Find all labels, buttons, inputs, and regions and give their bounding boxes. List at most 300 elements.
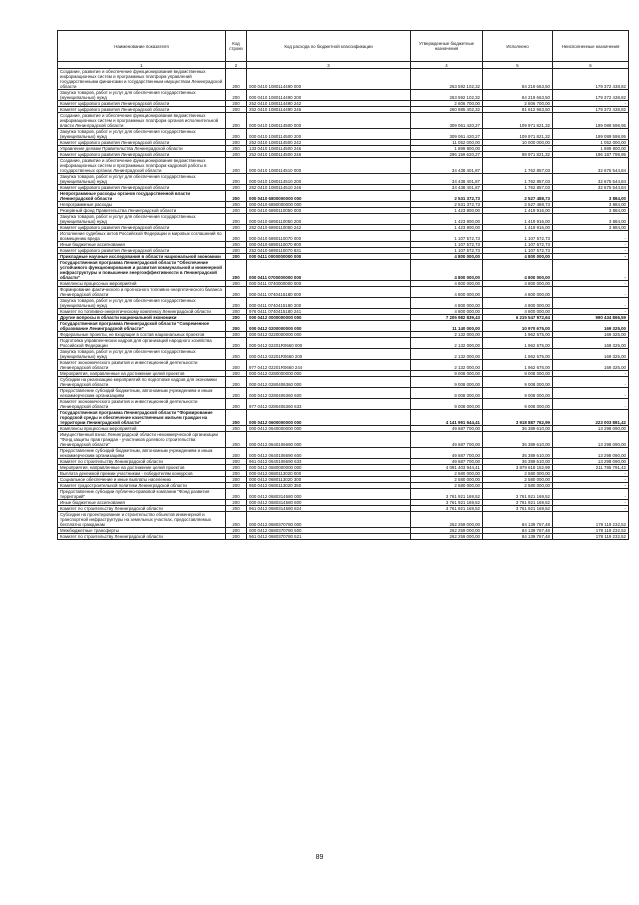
row-name: Имущественный взнос Ленинградской области некоммерческой организации "Фонд защиты прав граждан - участников долевого строительства Ленинградской области" (58, 432, 226, 448)
row-name: Подготовка управленческих кадров для организаций народного хозяйства Российской Федерации (58, 338, 226, 349)
row-unexecuted: - (553, 471, 629, 477)
row-unexecuted: 179 372 438,82 (553, 90, 629, 101)
row-budget-code: 950 0412 0680113020 350 (247, 483, 411, 489)
row-executed: 3 879 618 152,99 (483, 465, 553, 471)
row-executed: 2 580 000,00 (483, 483, 553, 489)
row-executed: 9 008 000,00 (483, 399, 553, 410)
row-budget-code: 000 0410 6890110050 000 (247, 208, 411, 214)
row-budget-code: 000 0412 0280000000 000 (247, 371, 411, 377)
row-line-code: 200 (226, 388, 247, 399)
row-executed: 1 419 916,00 (483, 214, 553, 225)
row-approved: 3 761 921 169,52 (411, 489, 483, 500)
row-approved: 1 423 800,00 (411, 214, 483, 225)
row-executed: 3 761 921 169,52 (483, 489, 553, 500)
row-name: Комитет экономического развития и инвестиционной деятельности Ленинградской области (58, 399, 226, 410)
row-budget-code: 000 0411 0740415180 200 (247, 298, 411, 309)
row-approved: 9 008 000,00 (411, 371, 483, 377)
row-approved: 9 008 000,00 (411, 377, 483, 388)
row-line-code: 200 (226, 254, 247, 260)
row-budget-code: 000 0410 1080114510 200 (247, 174, 411, 185)
row-unexecuted: 211 785 791,42 (553, 465, 629, 471)
row-name: Комитет цифрового развития Ленинградской области (58, 140, 226, 146)
row-approved: 262 259 000,00 (411, 534, 483, 540)
row-budget-code: 000 0412 0000000000 000 (247, 315, 411, 321)
row-line-code: 200 (226, 332, 247, 338)
row-name: Комплексы процессных мероприятий (58, 426, 226, 432)
row-budget-code: 000 0410 1080114490 200 (247, 90, 411, 101)
row-budget-code: 252 0410 1080114510 246 (247, 185, 411, 191)
row-approved: 2 606 700,00 (411, 101, 483, 107)
row-executed: 81 612 963,50 (483, 107, 553, 113)
row-name: Государственная программа Ленинградской области "Обеспечение устойчивого функционирования и развития коммунальной и инженерной инфраструктуры и повышение энергоэффективности в Ленинградской области" (58, 260, 226, 281)
row-approved: 2 580 000,00 (411, 477, 483, 483)
row-name: Непрограммные расходы (58, 202, 226, 208)
header-budget-classification-code: Код расхода по бюджетной классификации (247, 31, 411, 62)
row-executed: 84 139 767,48 (483, 534, 553, 540)
row-name: Комитет градостроительной политики Ленинградской области (58, 483, 226, 489)
row-name: Комитет цифрового развития Ленинградской области (58, 101, 226, 107)
row-budget-code: 000 0412 02201R0660 000 (247, 338, 411, 349)
table-row (58, 512, 629, 528)
row-budget-code: 000 0412 0680314580 000 (247, 489, 411, 500)
row-name: Закупка товаров, работ и услуг для обеспечения государственных (муниципальных) нужд (58, 214, 226, 225)
row-unexecuted: - (553, 101, 629, 107)
row-line-code: 200 (226, 140, 247, 146)
row-budget-code: 252 0410 1080114500 242 (247, 140, 411, 146)
page-number: 89 (315, 854, 324, 861)
row-approved: 262 259 000,00 (411, 512, 483, 528)
row-approved: 309 061 420,27 (411, 113, 483, 129)
row-name: Управление делами Правительства Ленинградской области (58, 146, 226, 152)
row-unexecuted: 32 675 544,84 (553, 158, 629, 174)
row-unexecuted: - (553, 377, 629, 388)
row-name: Резервный фонд Правительства Ленинградской области (58, 208, 226, 214)
row-line-code: 200 (226, 174, 247, 185)
row-name: Комплексы процессных мероприятий (58, 281, 226, 287)
row-unexecuted: 223 003 881,42 (553, 410, 629, 426)
row-line-code: 200 (226, 399, 247, 410)
row-line-code: 200 (226, 477, 247, 483)
row-budget-code: 000 0411 0700000000 000 (247, 260, 411, 281)
table-row (58, 349, 629, 360)
row-line-code: 200 (226, 231, 247, 242)
row-executed: 4 800 000,00 (483, 287, 553, 298)
row-budget-code: 000 0410 6890000000 000 (247, 202, 411, 208)
row-executed: 4 800 000,00 (483, 309, 553, 315)
row-executed: 9 008 000,00 (483, 377, 553, 388)
row-executed: 84 219 663,50 (483, 69, 553, 90)
row-name: Прикладные научные исследования в области национальной экономики (58, 254, 226, 260)
row-line-code: 200 (226, 465, 247, 471)
row-line-code: 200 (226, 360, 247, 371)
table-row (58, 260, 629, 281)
row-line-code: 200 (226, 69, 247, 90)
table-row (58, 360, 629, 371)
row-budget-code: 000 0412 0640106690 600 (247, 448, 411, 459)
row-approved: 1 107 572,73 (411, 248, 483, 254)
row-unexecuted: 196 187 798,95 (553, 152, 629, 158)
row-name: Комитет по топливно-энергетическому комплексу Ленинградской области (58, 309, 226, 315)
header-indicator-name: Наименование показателя (58, 31, 226, 62)
row-unexecuted: - (553, 248, 629, 254)
row-budget-code: 133 0410 1080114500 246 (247, 146, 411, 152)
column-number: 3 (247, 62, 411, 69)
row-budget-code: 000 0412 0680000000 000 (247, 465, 411, 471)
row-executed: 109 971 821,32 (483, 129, 553, 140)
row-line-code: 200 (226, 287, 247, 298)
row-executed: 4 800 000,00 (483, 298, 553, 309)
row-budget-code: 000 0411 0000000000 000 (247, 254, 411, 260)
row-line-code: 200 (226, 534, 247, 540)
row-unexecuted: 990 434 866,59 (553, 315, 629, 321)
row-approved: 4 800 000,00 (411, 298, 483, 309)
row-budget-code: 000 0412 0280406360 000 (247, 377, 411, 388)
table-header-row (58, 31, 629, 62)
table-row (58, 388, 629, 399)
row-approved: 263 592 102,32 (411, 90, 483, 101)
header-approved-budget: Утвержденные бюджетные назначения (411, 31, 483, 62)
row-unexecuted: - (553, 242, 629, 248)
header-line-code: Код строки (226, 31, 247, 62)
row-approved: 34 438 401,87 (411, 158, 483, 174)
row-line-code: 200 (226, 459, 247, 465)
row-unexecuted: 178 119 232,52 (553, 534, 629, 540)
row-approved: 4 800 000,00 (411, 309, 483, 315)
row-budget-code: 252 0410 6890110050 242 (247, 225, 411, 231)
row-executed: 84 139 767,48 (483, 512, 553, 528)
row-unexecuted: 3 884,00 (553, 225, 629, 231)
row-unexecuted: 32 675 544,84 (553, 185, 629, 191)
row-line-code: 200 (226, 315, 247, 321)
row-line-code: 200 (226, 191, 247, 202)
row-executed: 84 219 663,50 (483, 90, 553, 101)
row-line-code: 200 (226, 129, 247, 140)
row-name: Иные бюджетные ассигнования (58, 500, 226, 506)
row-line-code: 200 (226, 152, 247, 158)
row-budget-code: 000 0410 1080114500 200 (247, 129, 411, 140)
row-name: Исполнение судебных актов Российской Федерации и мировых соглашений по возмещению вреда (58, 231, 226, 242)
row-name: Выплата денежной премии участникам - победителям конкурсов (58, 471, 226, 477)
row-line-code: 200 (226, 338, 247, 349)
budget-execution-table (57, 30, 629, 540)
row-unexecuted: - (553, 388, 629, 399)
row-executed: 84 139 767,48 (483, 528, 553, 534)
row-line-code: 200 (226, 410, 247, 426)
row-executed: 3 918 887 762,99 (483, 410, 553, 426)
row-unexecuted: 13 298 090,00 (553, 459, 629, 465)
header-unexecuted: Неисполненные назначения (553, 31, 629, 62)
table-row (58, 377, 629, 388)
row-approved: 4 091 403 944,41 (411, 465, 483, 471)
row-approved: 49 687 700,00 (411, 459, 483, 465)
row-line-code: 200 (226, 377, 247, 388)
row-name: Комитет цифрового развития Ленинградской области (58, 107, 226, 113)
table-row (58, 432, 629, 448)
row-approved: 2 531 372,73 (411, 202, 483, 208)
row-name: Комитет по строительству Ленинградской области (58, 459, 226, 465)
row-approved: 7 205 982 839,43 (411, 315, 483, 321)
row-unexecuted: 13 298 090,00 (553, 426, 629, 432)
row-executed: 9 008 000,00 (483, 388, 553, 399)
row-approved: 2 132 000,00 (411, 338, 483, 349)
row-line-code: 200 (226, 489, 247, 500)
table-row (58, 448, 629, 459)
row-executed: 109 971 821,32 (483, 113, 553, 129)
column-number: 4 (411, 62, 483, 69)
row-unexecuted: 199 089 598,95 (553, 113, 629, 129)
row-name: Межбюджетные трансферты (58, 528, 226, 534)
row-approved: 4 800 000,00 (411, 281, 483, 287)
table-row (58, 298, 629, 309)
row-approved: 2 132 000,00 (411, 360, 483, 371)
row-name: Субсидии на проектирование и строительство объектов инженерной и транспортной инфраструктуры на земельных участках, предоставляемых бесплатно гражданам (58, 512, 226, 528)
row-budget-code: 000 0412 0220000000 000 (247, 332, 411, 338)
row-budget-code: 000 0410 1080114510 000 (247, 158, 411, 174)
row-executed: 2 606 700,00 (483, 101, 553, 107)
table-row (58, 410, 629, 426)
row-budget-code: 252 0410 1080114490 246 (247, 107, 411, 113)
row-unexecuted: - (553, 309, 629, 315)
row-name: Предоставление субсидии публично-правовой компании "Фонд развития территорий" (58, 489, 226, 500)
row-name: Субсидии на реализацию мероприятий по подготовке кадров для экономики Ленинградской области (58, 377, 226, 388)
row-executed: 10 970 675,00 (483, 321, 553, 332)
row-budget-code: 252 0410 1080114500 246 (247, 152, 411, 158)
row-name: Создание, развитие и обеспечение функционирования ведомственных информационных систем и программных платформ органов исполнительной власти Ленинградской области (58, 113, 226, 129)
row-executed: 1 762 857,03 (483, 158, 553, 174)
row-executed: 1 107 572,73 (483, 248, 553, 254)
row-executed: 1 962 675,00 (483, 360, 553, 371)
row-executed: 1 107 572,73 (483, 242, 553, 248)
row-budget-code: 000 0411 0740415180 000 (247, 287, 411, 298)
row-unexecuted: 199 089 598,95 (553, 129, 629, 140)
row-executed: 2 580 000,00 (483, 471, 553, 477)
table-row (58, 191, 629, 202)
row-unexecuted: 178 119 232,52 (553, 512, 629, 528)
row-line-code: 200 (226, 242, 247, 248)
row-unexecuted: 3 884,00 (553, 202, 629, 208)
row-approved: 260 985 402,32 (411, 107, 483, 113)
row-line-code: 200 (226, 349, 247, 360)
table-row (58, 90, 629, 101)
row-line-code: 200 (226, 528, 247, 534)
row-executed: 6 215 547 972,64 (483, 315, 553, 321)
row-executed: 1 962 675,00 (483, 349, 553, 360)
row-name: Комитет цифрового развития Ленинградской области (58, 185, 226, 191)
row-unexecuted: 178 119 232,52 (553, 528, 629, 534)
row-unexecuted: - (553, 371, 629, 377)
row-approved: 4 800 000,00 (411, 287, 483, 298)
row-name: Предоставление субсидий бюджетным, автономным учреждениям и иным некоммерческим организациям (58, 448, 226, 459)
row-budget-code: 977 0412 0280406360 633 (247, 399, 411, 410)
row-executed: 10 000 000,00 (483, 140, 553, 146)
row-budget-code: 000 0412 0680113020 300 (247, 477, 411, 483)
row-name: Создание, развитие и обеспечение функционирования ведомственных информационных систем и программных платформ управлений государственными финансами и государственным имуществом Ленинградской области (58, 69, 226, 90)
row-line-code: 200 (226, 471, 247, 477)
row-executed: 1 419 916,00 (483, 208, 553, 214)
row-line-code: 200 (226, 146, 247, 152)
row-approved: 1 107 572,73 (411, 231, 483, 242)
row-approved: 3 761 921 169,52 (411, 506, 483, 512)
row-name: Мероприятия, направленные на достижение целей проектов (58, 465, 226, 471)
row-unexecuted: - (553, 260, 629, 281)
row-name: Закупка товаров, работ и услуг для обеспечения государственных (муниципальных) нужд (58, 174, 226, 185)
row-line-code: 200 (226, 298, 247, 309)
row-name: Закупка товаров, работ и услуг для обеспечения государственных (муниципальных) нужд (58, 298, 226, 309)
table-row (58, 113, 629, 129)
row-name: Предоставление субсидий бюджетным, автономным учреждениям и иным некоммерческим организациям (58, 388, 226, 399)
row-executed: 2 527 488,73 (483, 202, 553, 208)
row-executed: 99 971 821,32 (483, 152, 553, 158)
row-unexecuted: - (553, 231, 629, 242)
row-unexecuted: - (553, 489, 629, 500)
row-line-code: 200 (226, 371, 247, 377)
row-line-code: 200 (226, 281, 247, 287)
column-number: 6 (553, 62, 629, 69)
row-executed: 2 527 488,73 (483, 191, 553, 202)
row-name: Мероприятия, направленные на достижение целей проектов (58, 371, 226, 377)
row-name: Закупка товаров, работ и услуг для обеспечения государственных (муниципальных) нужд (58, 90, 226, 101)
row-line-code: 200 (226, 512, 247, 528)
table-row (58, 534, 629, 540)
row-name: Комитет по строительству Ленинградской области (58, 534, 226, 540)
row-budget-code: 961 0412 0640106690 633 (247, 459, 411, 465)
row-approved: 1 107 572,73 (411, 242, 483, 248)
row-line-code: 200 (226, 500, 247, 506)
table-row (58, 69, 629, 90)
row-unexecuted: 3 884,00 (553, 214, 629, 225)
row-budget-code: 000 0410 6800000000 000 (247, 191, 411, 202)
row-budget-code: 000 0410 1080114500 000 (247, 113, 411, 129)
row-unexecuted: - (553, 500, 629, 506)
row-unexecuted: - (553, 281, 629, 287)
row-line-code: 200 (226, 185, 247, 191)
row-approved: 4 141 991 644,41 (411, 410, 483, 426)
row-line-code: 200 (226, 321, 247, 332)
row-budget-code: 000 0410 1080114490 000 (247, 69, 411, 90)
row-name: Социальное обеспечение и иные выплаты населению (58, 477, 226, 483)
table-body (58, 69, 629, 540)
row-unexecuted: 1 899 800,00 (553, 146, 629, 152)
row-executed: 1 962 675,00 (483, 332, 553, 338)
row-unexecuted: 169 325,00 (553, 321, 629, 332)
row-line-code: 200 (226, 158, 247, 174)
table-row (58, 129, 629, 140)
row-budget-code: 961 0412 0680314580 824 (247, 506, 411, 512)
row-approved: 2 580 000,00 (411, 471, 483, 477)
row-budget-code: 000 0412 0680370780 500 (247, 528, 411, 534)
row-unexecuted: 169 325,00 (553, 349, 629, 360)
row-executed: 4 800 000,00 (483, 254, 553, 260)
row-unexecuted: 169 325,00 (553, 338, 629, 349)
row-unexecuted: 179 372 438,82 (553, 107, 629, 113)
column-number: 1 (58, 62, 226, 69)
row-budget-code: 000 0412 0680370780 000 (247, 512, 411, 528)
row-unexecuted: - (553, 399, 629, 410)
row-unexecuted: 1 052 000,00 (553, 140, 629, 146)
row-line-code: 200 (226, 426, 247, 432)
row-executed: 36 389 610,00 (483, 432, 553, 448)
row-executed: 1 419 916,00 (483, 225, 553, 231)
row-budget-code: 000 0410 6890110070 800 (247, 242, 411, 248)
table-row (58, 158, 629, 174)
row-approved: 309 061 420,27 (411, 129, 483, 140)
row-line-code: 200 (226, 113, 247, 129)
row-name: Закупка товаров, работ и услуг для обеспечения государственных (муниципальных) нужд (58, 349, 226, 360)
row-line-code: 200 (226, 309, 247, 315)
row-unexecuted: 169 325,00 (553, 360, 629, 371)
row-approved: 9 008 000,00 (411, 399, 483, 410)
row-line-code: 200 (226, 260, 247, 281)
row-executed: 2 580 000,00 (483, 477, 553, 483)
row-line-code: 200 (226, 208, 247, 214)
row-executed: 36 389 610,00 (483, 459, 553, 465)
row-approved: 2 132 000,00 (411, 349, 483, 360)
row-unexecuted: - (553, 506, 629, 512)
row-name: Иные бюджетные ассигнования (58, 242, 226, 248)
table-row (58, 489, 629, 500)
row-unexecuted: 13 298 090,00 (553, 448, 629, 459)
row-name: Непрограммные расходы органов государственной власти Ленинградской области (58, 191, 226, 202)
row-unexecuted: - (553, 287, 629, 298)
row-budget-code: 000 0412 0680314580 800 (247, 500, 411, 506)
row-name: Формирование фактического и прогнозного топливно-энергетического баланса Ленинградской области (58, 287, 226, 298)
row-executed: 4 800 000,00 (483, 281, 553, 287)
row-name: Комитет цифрового развития Ленинградской области (58, 248, 226, 254)
row-approved: 49 687 700,00 (411, 426, 483, 432)
header-executed: Исполнено (483, 31, 553, 62)
table-row (58, 174, 629, 185)
table-row (58, 399, 629, 410)
row-unexecuted: - (553, 483, 629, 489)
row-line-code: 200 (226, 225, 247, 231)
row-approved: 2 132 000,00 (411, 332, 483, 338)
row-approved: 1 423 800,00 (411, 208, 483, 214)
row-executed: 1 107 572,73 (483, 231, 553, 242)
row-approved: 9 008 000,00 (411, 388, 483, 399)
row-budget-code: 000 0412 0280406360 600 (247, 388, 411, 399)
row-executed: 1 762 857,03 (483, 185, 553, 191)
row-budget-code: 000 0410 6890110070 000 (247, 231, 411, 242)
table-row (58, 231, 629, 242)
row-approved: 11 052 000,00 (411, 140, 483, 146)
table-row (58, 321, 629, 332)
row-line-code: 200 (226, 101, 247, 107)
table-row (58, 338, 629, 349)
row-approved: 49 687 700,00 (411, 432, 483, 448)
row-budget-code: 000 0411 0740000000 000 (247, 281, 411, 287)
row-name: Комитет по строительству Ленинградской области (58, 506, 226, 512)
row-approved: 1 423 800,00 (411, 225, 483, 231)
row-unexecuted: - (553, 477, 629, 483)
row-executed: - (483, 146, 553, 152)
row-approved: 1 899 800,00 (411, 146, 483, 152)
row-executed: 9 008 000,00 (483, 371, 553, 377)
row-executed: 1 762 857,03 (483, 174, 553, 185)
row-name: Государственная программа Ленинградской области "Формирование городской среды и обеспечение качественным жильем граждан на территории Ленинградской области" (58, 410, 226, 426)
row-approved: 262 259 000,00 (411, 528, 483, 534)
row-budget-code: 252 0410 6890110070 831 (247, 248, 411, 254)
row-executed: 1 962 675,00 (483, 338, 553, 349)
row-unexecuted: 32 675 544,84 (553, 174, 629, 185)
row-name: Создание, развитие и обеспечение функционирования ведомственных информационных систем и программных платформ кадровой работы в государственных органах Ленинградской области (58, 158, 226, 174)
row-line-code: 200 (226, 214, 247, 225)
row-line-code: 200 (226, 202, 247, 208)
row-budget-code: 976 0411 0740415180 241 (247, 309, 411, 315)
row-line-code: 200 (226, 448, 247, 459)
row-approved: 296 159 620,27 (411, 152, 483, 158)
row-line-code: 200 (226, 506, 247, 512)
row-unexecuted: - (553, 254, 629, 260)
